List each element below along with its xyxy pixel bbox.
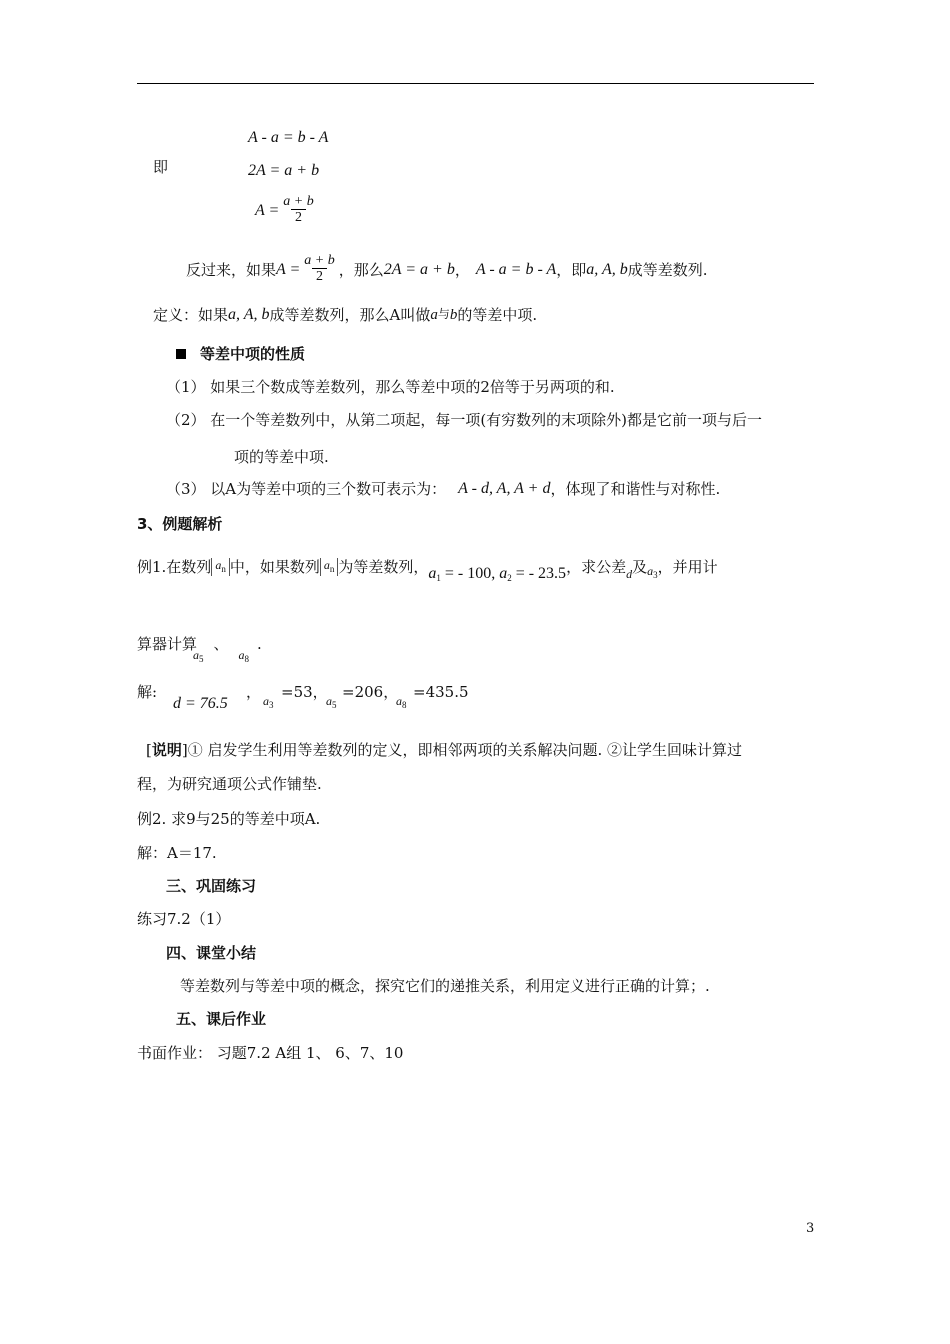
example-1-a5 xyxy=(193,648,204,665)
a1-sub: 1 xyxy=(436,573,441,583)
eq3-lhs: A = xyxy=(255,202,280,219)
sol-a8-sub: 8 xyxy=(402,700,407,710)
page-number: 3 xyxy=(806,1221,815,1236)
ji-label: 即 xyxy=(153,158,169,176)
a8-var: a xyxy=(238,648,245,662)
converse-denominator: 2 xyxy=(312,268,327,286)
definition-math-b: b xyxy=(449,306,458,323)
example-1-line-1 xyxy=(137,550,718,584)
sequence-notation xyxy=(211,558,230,576)
example-1-line-2 xyxy=(137,624,262,665)
definition-text-1: 定义：如果 xyxy=(153,305,229,324)
a5-sub: 5 xyxy=(199,654,204,664)
equation-line-3 xyxy=(255,194,318,227)
a5-var: a xyxy=(193,648,200,662)
summary-heading: 四、课堂小结 xyxy=(166,944,257,962)
a2-val: = - 23.5 xyxy=(511,565,567,582)
a1-var: a xyxy=(428,565,437,582)
solution-d: d = 76.5 xyxy=(173,695,228,712)
converse-math-1: 2A = a + b xyxy=(383,261,455,278)
examples-heading: 3、例题解析 xyxy=(137,515,223,533)
sol-a8-var: a xyxy=(396,694,402,708)
example-1-sep: 、 xyxy=(213,635,229,654)
converse-text-3: ， xyxy=(454,260,470,279)
solution-a8-value: =435.5 xyxy=(413,683,469,701)
header-rule xyxy=(137,83,814,84)
practice-heading: 三、巩固练习 xyxy=(166,877,257,895)
definition-paragraph xyxy=(153,305,537,324)
note-line-1 xyxy=(146,741,742,759)
properties-heading: 等差中项的性质 xyxy=(200,345,306,363)
example-1-a3 xyxy=(647,564,658,581)
a1-val: = - 100, xyxy=(440,565,500,582)
converse-text-5: 成等差数列. xyxy=(627,260,708,279)
example-1-a8 xyxy=(239,648,250,665)
example-1-text-6: ，并用计 xyxy=(657,557,718,576)
sequence-notation-2 xyxy=(320,558,339,576)
seq-var-2: a xyxy=(323,558,330,573)
example-1-text-4: ，求公差 xyxy=(566,557,627,576)
note-label: 说明 xyxy=(151,741,182,759)
note-open: [ xyxy=(146,741,152,759)
example-1-end: . xyxy=(257,635,262,654)
property-item-3-text: （3） 以A为等差中项的三个数可表示为： xyxy=(166,479,447,498)
converse-math-3: a, A, b xyxy=(586,261,628,278)
sol-a5-sub: 5 xyxy=(332,700,337,710)
note-text: ]① 启发学生利用等差数列的定义，即相邻两项的关系解决问题. ②让学生回味计算过 xyxy=(181,741,743,759)
definition-text-3: 与 xyxy=(437,307,450,322)
converse-text-4: ，即 xyxy=(556,260,587,279)
homework-text: 书面作业： 习题7.2 A组 1、 6、7、10 xyxy=(137,1044,404,1062)
sol-a3-sub: 3 xyxy=(269,700,274,710)
sol-a3-var: a xyxy=(263,694,269,708)
example-2-solution: 解：A＝17. xyxy=(137,844,217,862)
converse-math-2: A - a = b - A xyxy=(475,261,557,278)
converse-numerator: a + b xyxy=(304,253,335,268)
solution-a8 xyxy=(396,694,407,711)
equation-line-1: A - a = b - A xyxy=(248,129,329,146)
square-bullet-icon xyxy=(176,349,186,359)
property-item-1: （1） 如果三个数成等差数列，那么等差中项的2倍等于另两项的和. xyxy=(166,378,615,396)
solution-a5-value: =206， xyxy=(342,683,399,701)
solution-a5 xyxy=(326,694,337,711)
definition-text-4: 的等差中项. xyxy=(457,305,538,324)
summary-text: 等差数列与等差中项的概念，探究它们的递推关系，利用定义进行正确的计算；. xyxy=(180,977,710,995)
converse-paragraph xyxy=(186,253,708,286)
eq3-numerator: a + b xyxy=(283,194,314,209)
homework-heading: 五、课后作业 xyxy=(176,1010,267,1028)
property-item-2-cont: 项的等差中项. xyxy=(234,448,329,466)
example-1-line-2-text: 算器计算 xyxy=(137,635,198,654)
property-item-3-tail: ，体现了和谐性与对称性. xyxy=(550,479,721,498)
eq3-denominator: 2 xyxy=(291,209,306,227)
example-1-a1 xyxy=(428,564,566,584)
seq-var: a xyxy=(215,558,222,573)
properties-heading-row xyxy=(176,345,305,363)
example-1-text-3: 为等差数列， xyxy=(338,557,429,576)
a2-sub: 2 xyxy=(507,573,512,583)
a3-var: a xyxy=(647,563,654,578)
seq-sub: n xyxy=(221,564,226,575)
a8-sub: 8 xyxy=(244,654,250,664)
solution-a3 xyxy=(263,694,274,711)
property-item-2: （2） 在一个等差数列中，从第二项起，每一项(有穷数列的末项除外)都是它前一项与后一 xyxy=(166,411,763,429)
example-1-text-5: 及 xyxy=(632,557,648,576)
converse-text-2: ，那么 xyxy=(338,260,384,279)
definition-text-2: 成等差数列，那么A叫做 xyxy=(269,305,431,324)
definition-math-a: a xyxy=(430,306,438,323)
definition-math-1: a, A, b xyxy=(228,306,270,323)
sol-a5-var: a xyxy=(326,694,332,708)
equation-line-2: 2A = a + b xyxy=(248,162,320,179)
example-1-text-1: 例1.在数列 xyxy=(137,557,212,576)
seq-sub-2: n xyxy=(329,564,335,575)
eq3-fraction xyxy=(281,194,315,227)
example-1-text-2: 中，如果数列 xyxy=(229,557,320,576)
example-1-d: d xyxy=(626,566,633,581)
property-item-3-math: A - d, A, A + d xyxy=(458,480,551,497)
solution-label: 解: xyxy=(137,683,158,701)
practice-text: 练习7.2（1） xyxy=(137,910,231,928)
a3-sub: 3 xyxy=(653,569,658,580)
solution-comma: ， xyxy=(246,683,262,701)
converse-fraction xyxy=(302,253,336,286)
note-line-2: 程，为研究通项公式作铺垫. xyxy=(137,775,322,793)
solution-a3-value: =53， xyxy=(281,683,328,701)
a2-var: a xyxy=(499,565,508,582)
property-item-3 xyxy=(166,479,720,498)
converse-text-1: 反过来，如果 xyxy=(186,260,277,279)
example-2: 例2. 求9与25的等差中项A. xyxy=(137,810,321,828)
converse-lhs: A = xyxy=(276,261,301,278)
